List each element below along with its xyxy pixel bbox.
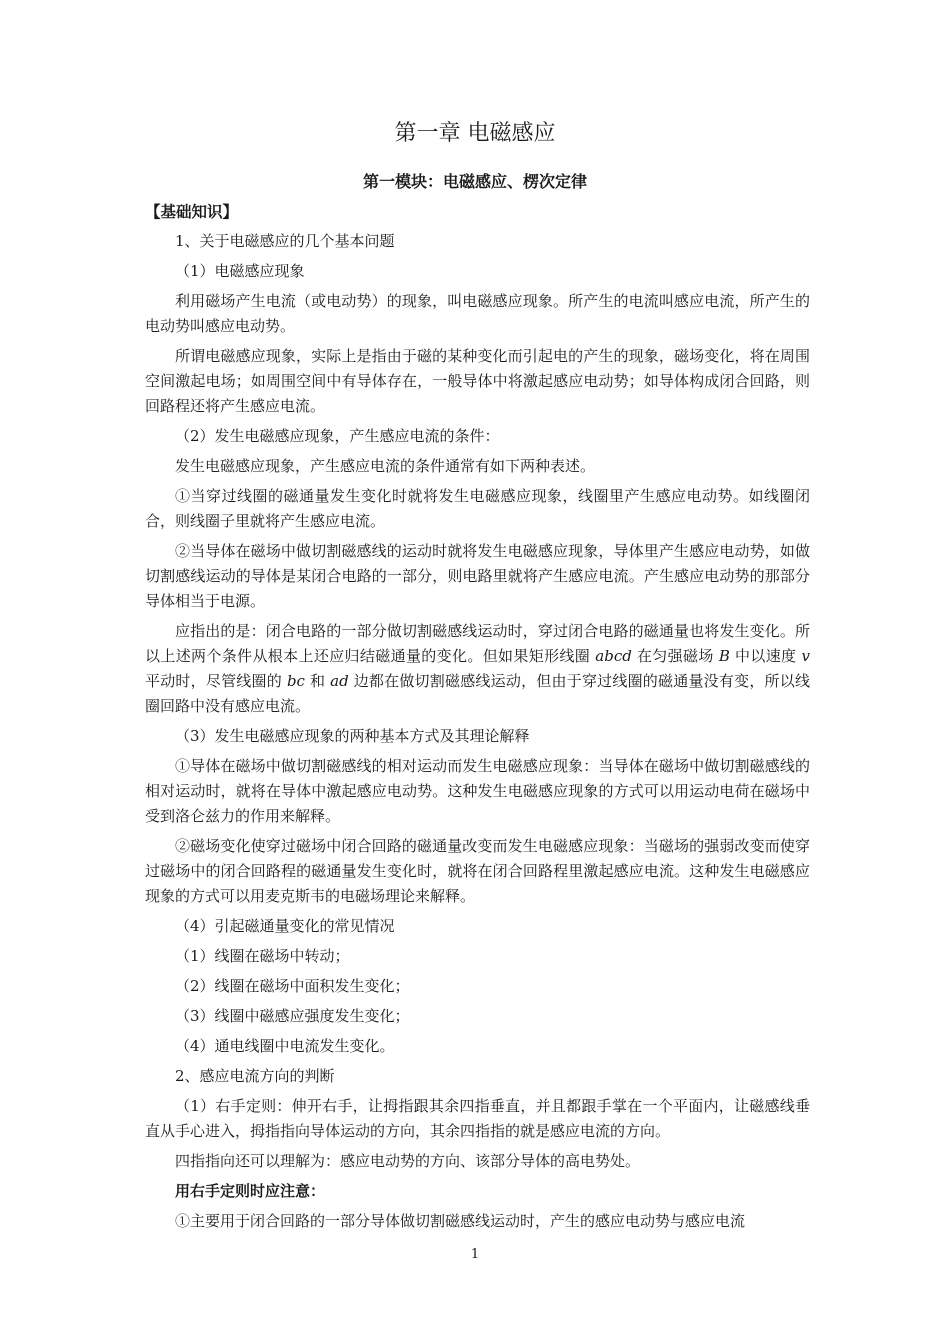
paragraph: （2）线圈在磁场中面积发生变化；	[175, 977, 410, 995]
paragraph: 利用磁场产生电流（或电动势）的现象，叫电磁感应现象。所产生的电流叫感应电流，所产生的电动势叫感应电动势。	[145, 292, 810, 335]
paragraph: （3）线圈中磁感应强度发生变化；	[175, 1007, 410, 1025]
paragraph: （2）发生电磁感应现象，产生感应电流的条件：	[175, 427, 500, 445]
text-run: 中以速度	[729, 647, 802, 665]
paragraph: 1、关于电磁感应的几个基本问题	[175, 232, 395, 250]
paragraph: （1）右手定则：伸开右手，让拇指跟其余四指垂直，并且都跟手掌在一个平面内，让磁感线垂直从手心进入，拇指指向导体运动的方向，其余四指指的就是感应电流的方向。	[145, 1097, 810, 1140]
module-subtitle: 第一模块：电磁感应、楞次定律	[362, 172, 587, 191]
text-run: 和	[304, 672, 331, 690]
section-heading: 【基础知识】	[145, 202, 239, 221]
italic-symbol: ad	[330, 672, 349, 690]
paragraph: ②磁场变化使穿过磁场中闭合回路的磁通量改变而发生电磁感应现象：当磁场的强弱改变而使穿过磁场中的闭合回路程的磁通量发生变化时，就将在闭合回路程里激起感应电流。这种发生电磁感应现象的方式可以用麦克斯韦的电磁场理论来解释。	[145, 837, 810, 905]
paragraph: （3）发生电磁感应现象的两种基本方式及其理论解释	[175, 727, 530, 745]
italic-symbol: bc	[286, 672, 305, 690]
paragraph	[145, 619, 810, 719]
text-run: 边都在做切割磁感线运动，但由于穿过线圈的磁通量没有变，所以线圈回路中没有感应电流。	[145, 672, 810, 715]
page-number: 1	[470, 1247, 480, 1262]
paragraph: ①主要用于闭合回路的一部分导体做切割磁感线运动时，产生的感应电动势与感应电流	[175, 1212, 746, 1230]
paragraph: （4）通电线圈中电流发生变化。	[175, 1037, 395, 1055]
paragraph: ①当穿过线圈的磁通量发生变化时就将发生电磁感应现象，线圈里产生感应电动势。如线圈闭合，则线圈子里就将产生感应电流。	[145, 487, 810, 530]
paragraph: ②当导体在磁场中做切割磁感线的运动时就将发生电磁感应现象，导体里产生感应电动势，如做切割感线运动的导体是某闭合电路的一部分，则电路里就将产生感应电流。产生感应电动势的那部分导体相当于电源。	[145, 542, 810, 610]
document-body	[145, 229, 810, 1239]
chapter-title: 第一章 电磁感应	[394, 121, 556, 146]
text-run: 应指出的是：闭合电路的一部分做切割磁感线运动时，穿过闭合电路的磁通量也将发生变化。所以上述两个条件从根本上还应归结磁通量的变化。但如果矩形线圈	[145, 622, 810, 665]
text-run: 平动时，尽管线圈的	[145, 672, 287, 690]
paragraph: （4）引起磁通量变化的常见情况	[175, 917, 395, 935]
italic-symbol: B	[718, 647, 730, 665]
italic-symbol: v	[801, 647, 810, 665]
paragraph: 发生电磁感应现象，产生感应电流的条件通常有如下两种表述。	[175, 457, 596, 475]
paragraph: （1）线圈在磁场中转动；	[175, 947, 350, 965]
text-run: 在匀强磁场	[631, 647, 719, 665]
paragraph: ①导体在磁场中做切割磁感线的相对运动而发生电磁感应现象：当导体在磁场中做切割磁感线的相对运动时，就将在导体中激起感应电动势。这种发生电磁感应现象的方式可以用运动电荷在磁场中受到洛仑兹力的作用来解释。	[145, 757, 810, 825]
paragraph: （1）电磁感应现象	[175, 262, 305, 280]
paragraph: 2、感应电流方向的判断	[175, 1067, 335, 1085]
paragraph: 四指指向还可以理解为：感应电动势的方向、该部分导体的高电势处。	[175, 1152, 641, 1170]
paragraph: 所谓电磁感应现象，实际上是指由于磁的某种变化而引起电的产生的现象，磁场变化，将在周围空间激起电场；如周围空间中有导体存在，一般导体中将激起感应电动势；如导体构成闭合回路，则回路程还将产生感应电流。	[145, 347, 810, 415]
paragraph-heading: 用右手定则时应注意：	[175, 1182, 326, 1200]
italic-symbol: abcd	[595, 647, 632, 665]
